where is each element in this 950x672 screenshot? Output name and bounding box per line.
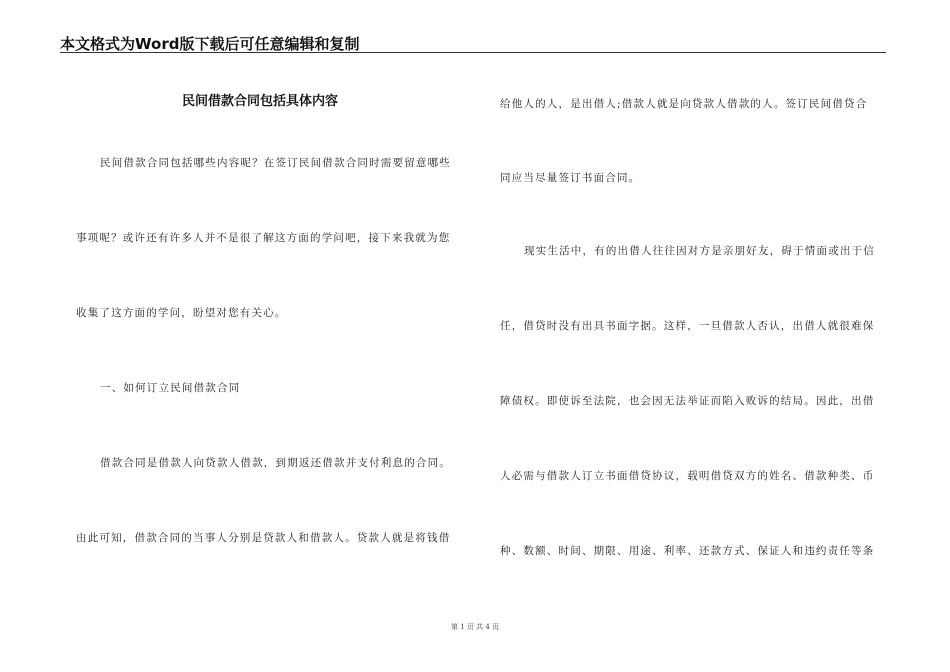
page-number: 第 1 页 共 4 页 (450, 623, 500, 631)
paragraph-line: 民间借款合同包括哪些内容呢？在签订民间借款合同时需要留意哪些 (100, 157, 451, 169)
paragraph-line: 现实生活中，有的出借人往往因对方是亲朋好友，碍于情面或出于信 (524, 245, 875, 257)
header-divider (60, 52, 886, 53)
document-title: 民间借款合同包括具体内容 (182, 94, 339, 109)
paragraph-line: 由此可知，借款合同的当事人分别是贷款人和借款人。贷款人就是将钱借 (76, 532, 451, 544)
section-heading: 一、如何订立民间借款合同 (100, 382, 241, 394)
paragraph-line: 障债权。即使诉至法院，也会因无法举证而陷入败诉的结局。因此，出借 (500, 395, 875, 407)
header-title: 本文格式为Word版下载后可任意编辑和复制 (60, 35, 360, 53)
paragraph-line: 同应当尽量签订书面合同。 (500, 172, 641, 184)
paragraph-line: 任，借贷时没有出具书面字据。这样，一旦借款人否认，出借人就很难保 (500, 320, 875, 332)
paragraph-line: 人必需与借款人订立书面借贷协议，载明借贷双方的姓名、借款种类、币 (500, 470, 875, 482)
paragraph-line: 收集了这方面的学问，盼望对您有关心。 (76, 307, 287, 319)
paragraph-line: 借款合同是借款人向贷款人借款，到期返还借款并支付利息的合同。 (100, 457, 451, 469)
paragraph-line: 给他人的人，是出借人;借款人就是向贷款人借款的人。签订民间借贷合 (500, 98, 868, 110)
paragraph-line: 种、数额、时间、期限、用途、利率、还款方式、保证人和违约责任等条 (500, 545, 875, 557)
paragraph-line: 事项呢？或许还有许多人并不是很了解这方面的学问吧，接下来我就为您 (76, 232, 451, 244)
